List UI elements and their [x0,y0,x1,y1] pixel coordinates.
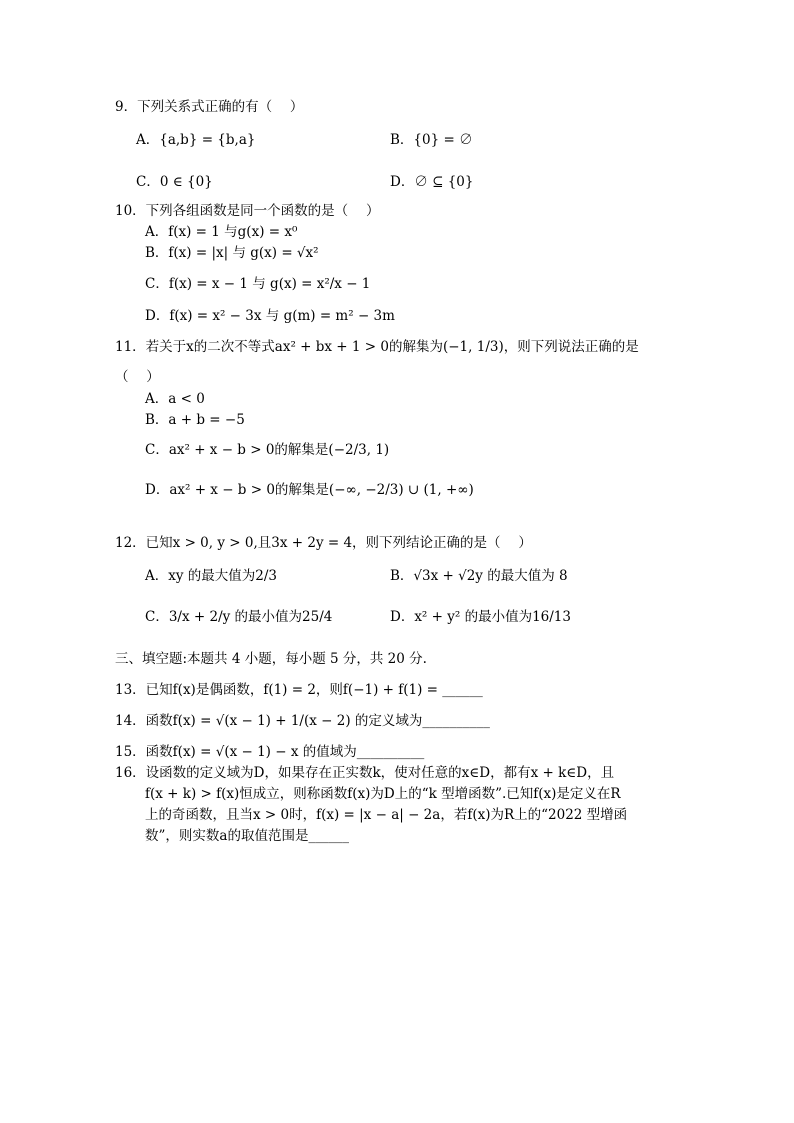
question-11-option-a: A．a < 0 [145,391,205,407]
question-12-option-a: A．xy 的最大值为2/3 [145,568,278,584]
question-10-option-d: D．f(x) = x² − 3x 与 g(m) = m² − 3m [145,308,395,324]
question-10-option-b: B．f(x) = |x| 与 g(x) = √x² [145,245,319,261]
question-10-option-c: C．f(x) = x − 1 与 g(x) = x²/x − 1 [145,276,371,292]
question-11-option-d: D．ax² + x − b > 0的解集是(−∞, −2/3) ∪ (1, +∞) [145,482,474,498]
question-11-paren: （ ） [115,369,160,385]
question-9-stem: 9．下列关系式正确的有（ ） [115,99,304,115]
question-9-option-a: A．{a,b} = {b,a} [136,132,256,148]
question-15: 15．函数f(x) = √(x − 1) − x 的值域为__________ [115,744,425,760]
question-11-option-c: C．ax² + x − b > 0的解集是(−2/3, 1) [145,442,390,458]
question-12-option-d: D．x² + y² 的最小值为16/13 [390,609,571,625]
question-16-line-4: 数”，则实数a的取值范围是______ [145,828,349,844]
question-14: 14．函数f(x) = √(x − 1) + 1/(x − 2) 的定义域为__________ [115,713,490,729]
question-12-stem: 12．已知x > 0, y > 0,且3x + 2y = 4，则下列结论正确的是（ ） [115,535,532,551]
question-11-option-b: B．a + b = −5 [145,412,245,428]
question-11-stem: 11．若关于x的二次不等式ax² + bx + 1 > 0的解集为(−1, 1/3)，则下列说法正确的是 [115,339,639,355]
question-16-line-2: f(x + k) > f(x)恒成立，则称函数f(x)为D上的“k 型增函数”.已知f(x)是定义在R [145,786,621,802]
question-9-option-c: C．0 ∈ {0} [136,174,213,190]
question-9-option-d: D．∅ ⊆ {0} [390,174,474,190]
question-12-option-c: C．3/x + 2/y 的最小值为25/4 [145,609,333,625]
question-16-line-1: 16．设函数的定义域为D，如果存在正实数k，使对任意的x∈D，都有x + k∈D，且 [115,765,615,781]
question-10-option-a: A．f(x) = 1 与g(x) = x⁰ [145,224,298,240]
question-13: 13．已知f(x)是偶函数，f(1) = 2，则f(−1) + f(1) = ______ [115,682,483,698]
question-16-line-3: 上的奇函数，且当x > 0时，f(x) = |x − a| − 2a，若f(x)为R上的“2022 型增函 [145,807,628,823]
section-3-heading: 三、填空题:本题共 4 小题，每小题 5 分，共 20 分. [115,651,427,667]
question-10-stem: 10．下列各组函数是同一个函数的是（ ） [115,203,380,219]
question-9-option-b: B．{0} = ∅ [390,132,473,148]
question-12-option-b: B．√3x + √2y 的最大值为 8 [390,568,568,584]
